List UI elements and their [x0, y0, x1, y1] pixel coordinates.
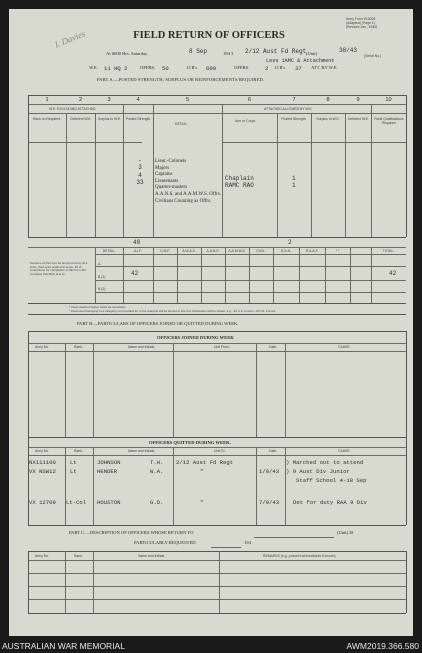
rank-majors: Majors	[155, 165, 170, 171]
col-number-5: 5	[185, 97, 190, 103]
detail-row-a: A.	[98, 262, 102, 266]
form-revised-note: (Revised Jan., 1940)	[346, 25, 378, 30]
offrs2-label: OFFRS.	[234, 65, 250, 70]
quitted-unit: "	[200, 468, 204, 475]
detail-total-value: 42	[389, 270, 397, 277]
handwritten-signature: L Davies	[53, 28, 87, 50]
detail-note: Sections of Part A to be shown here by ALL units, their units entitled to serve, 16 of instructions for completion of this form will complete Part B(2) at H.Q.	[30, 261, 88, 276]
quitted-name: JOHNSON	[97, 459, 121, 466]
quitted-initials: W.A.	[150, 468, 164, 475]
part-a-title: PART A.—POSTED STRENGTH, SURPLUS OR REINFORCEMENTS REQUIRED.	[97, 77, 265, 82]
typed-ors: 609	[206, 65, 217, 72]
quitted-col-rank: Rank.	[74, 449, 83, 453]
quitted-rank: Lt	[70, 459, 77, 466]
detail-head-other: * *	[335, 249, 340, 253]
joined-col-rank: Rank.	[74, 345, 83, 349]
we-excluding-heading: W.E. EXCLUDING ATTACHED.	[49, 107, 97, 111]
quitted-col-army-no: Army No.	[35, 449, 50, 453]
col-head-att-posted: Posted Strength.	[281, 117, 307, 121]
detail-head-awas: A.W.A.S.	[182, 249, 196, 253]
rank-aans: A.A.N.S. and A.A.M.W.S. Offrs.	[155, 191, 221, 197]
joined-col-army-no: Army No.	[35, 345, 50, 349]
col-number-7: 7	[292, 97, 296, 103]
detail-head-cmf: C.M.F.	[160, 249, 170, 253]
detail-head-aans: A.A.N.S.	[206, 249, 220, 253]
part-c-col-army-no: Army No.	[35, 554, 50, 558]
joined-title: OFFICERS JOINED DURING WEEK	[157, 335, 234, 340]
detail-head-detail: DETAIL.	[102, 249, 116, 253]
part-c-title: PART C.—DESCRIPTION OF OFFICERS WHOSE RETURN TO	[69, 530, 194, 535]
quitted-name: HOUSTON	[97, 499, 121, 506]
serial-label: (Serial No.)	[364, 54, 382, 58]
at-hours-line: At 0600 Hrs. Saturday	[106, 51, 148, 56]
quitted-initials: T.H.	[150, 459, 164, 466]
total-attached: 2	[288, 239, 292, 246]
typed-serial: 38/43	[339, 47, 358, 54]
ors-label: O.R's	[187, 65, 198, 70]
offrs-label: OFFRS.	[140, 65, 156, 70]
quitted-cause: ) Marched out to attend	[286, 459, 364, 466]
attached-arm-chaplain: Chaplain	[225, 175, 254, 182]
detail-head-civil: CIVIL.	[256, 249, 266, 253]
part-c-unit-label: (Unit) IS	[337, 530, 354, 535]
quitted-title: OFFICERS QUITTED DURING WEEK.	[149, 440, 231, 445]
part-c-col-rank: Rank.	[74, 554, 83, 558]
quitted-unit: "	[200, 499, 204, 506]
army-form-number: Army Form W.3008	[346, 17, 376, 21]
col-head-posted: Posted Strength.	[125, 117, 152, 121]
col-head-att-surplus: Surplus to W.E.	[316, 117, 340, 121]
rank-lieutenants: Lieutenants	[155, 178, 179, 184]
detail-row-b1: B.(1)	[98, 274, 106, 279]
col-head-rank: Rank on Required.	[32, 117, 62, 121]
footnote-ranks: * Insert detail of higher ranks as necessary.	[69, 305, 127, 309]
col-number-6: 6	[247, 97, 252, 103]
posted-majors: 3	[138, 164, 142, 172]
we-label: W.E.	[89, 65, 99, 70]
year-field: 194 3	[223, 51, 234, 56]
col-head-qualifications: Rank Qualifications Required.	[374, 117, 404, 125]
quitted-col-cause: CAUSE.	[338, 449, 351, 453]
joined-col-unit: Unit From.	[214, 345, 230, 349]
detail-aif-value: 42	[131, 270, 139, 277]
quitted-army-no: VX NSW12	[29, 468, 56, 475]
typed-we: 11 HQ 2	[104, 65, 128, 72]
col-number-8: 8	[326, 97, 330, 103]
quitted-rank: Lt	[70, 468, 77, 475]
quitted-col-date: Date.	[269, 449, 278, 453]
rank-quartermasters: Quarter-masters	[155, 185, 188, 191]
detail-head-aamws: A.A.M.W.S.	[228, 249, 246, 253]
form-title: FIELD RETURN OF OFFICERS	[133, 30, 285, 41]
footnote-categories: * Personnel belonging to a category not provided for in the analysis will be shown in this Col. Particulars will be shown, e.g., 20 U.K. Forces, 10 N.Z. Forces.	[69, 309, 276, 313]
form-sheet	[9, 9, 413, 636]
col-head-arm: Arm or Corps.	[235, 119, 257, 123]
col-head-deficient: Deficient W.E.	[70, 117, 92, 121]
attached-allowed-heading: ATTACHED ALLOWED BY W.E.	[264, 107, 313, 111]
typed-detachment: Less 1AMC & Attachment	[266, 58, 335, 64]
part-c-requested: PARTICULARLY REQUESTED.	[134, 540, 197, 545]
typed-unit: 2/12 Aust Fd Regt	[245, 48, 307, 55]
typed-ors2: 37	[295, 65, 302, 72]
col-number-2: 2	[78, 97, 83, 103]
detail-row-b2: B.(2)	[98, 287, 106, 291]
part-b-title: PART B.—PARTICULARS OF OFFICERS JOINED OR QUITTED DURING WEEK.	[77, 321, 239, 326]
att-by-we-label: ATT. BY W.E.	[311, 65, 338, 70]
detail-head-aif: A.I.F.	[134, 249, 142, 253]
part-c-year: 194	[244, 540, 251, 545]
quitted-rank: Lt-Col	[66, 499, 87, 506]
col-number-4: 4	[136, 97, 140, 103]
posted-captains: 4	[138, 171, 142, 179]
part-c-col-remarks: REMARKS (e.g., present whereabouts if known).	[263, 554, 337, 558]
rank-civilians: Civilians Counting as Offrs.	[155, 198, 212, 204]
detail-head-ran: R.A.N.	[281, 249, 291, 253]
part-c-col-name: Name and Initials.	[138, 554, 166, 558]
joined-col-date: Date.	[269, 345, 278, 349]
quitted-col-name: Name and Initials.	[128, 449, 156, 453]
detail-head-total: TOTAL.	[382, 249, 395, 253]
joined-col-name: Name and Initials.	[128, 345, 156, 349]
col-head-surplus: Surplus to W.E.	[97, 117, 122, 121]
col-number-1: 1	[45, 97, 49, 103]
footer-institution: AUSTRALIAN WAR MEMORIAL	[2, 641, 125, 651]
rank-captains: Captains	[155, 172, 173, 178]
rank-lieut-colonels: Lieut.-Colonels	[155, 159, 187, 164]
quitted-col-unit: Unit To.	[214, 449, 226, 453]
form-adapted-note: (Adapted) (Page 1)	[346, 21, 375, 26]
ors2-label: O.R's	[275, 65, 286, 70]
quitted-army-no: NX111100	[29, 459, 56, 466]
footer-accession-number: AWM2019.366.580	[346, 641, 419, 651]
total-posted: 40	[133, 239, 141, 246]
joined-col-cause: CAUSE.	[338, 345, 351, 349]
posted-lieutenants: 33	[136, 179, 144, 187]
typed-date: 8 Sep	[189, 48, 208, 55]
col-head-detail: DETAIL.	[175, 122, 188, 126]
unit-label: (Unit)	[306, 51, 318, 56]
quitted-cause: Staff School 4-18 Sep	[296, 477, 367, 484]
quitted-name: HENDER	[97, 468, 118, 475]
quitted-cause: Det for duty RAA 9 Div	[293, 499, 367, 506]
quitted-initials: G.D.	[150, 499, 164, 506]
col-number-9: 9	[356, 97, 360, 103]
detail-head-raaf: R.A.A.F.	[305, 249, 319, 253]
quitted-cause: ) 9 Aust Div Junior	[286, 468, 350, 475]
quitted-unit: 2/12 Aust Fd Regt	[176, 459, 234, 466]
posted-ltcol: -	[138, 157, 142, 164]
quitted-date: 7/9/43	[259, 499, 280, 506]
typed-offrs2: 2	[265, 65, 269, 72]
col-head-att-deficient: Deficient W.E.	[347, 117, 370, 121]
attached-arm-ramc: RAMC RAO	[225, 182, 254, 189]
attached-posted-1: 1	[292, 175, 296, 182]
col-number-3: 3	[107, 97, 111, 103]
typed-offrs: 50	[162, 65, 169, 72]
footer-bar	[0, 639, 422, 653]
attached-posted-2: 1	[292, 182, 296, 189]
col-number-10: 10	[385, 97, 392, 103]
quitted-army-no: VX 12709	[29, 499, 56, 506]
quitted-date: 1/9/43	[259, 468, 280, 475]
